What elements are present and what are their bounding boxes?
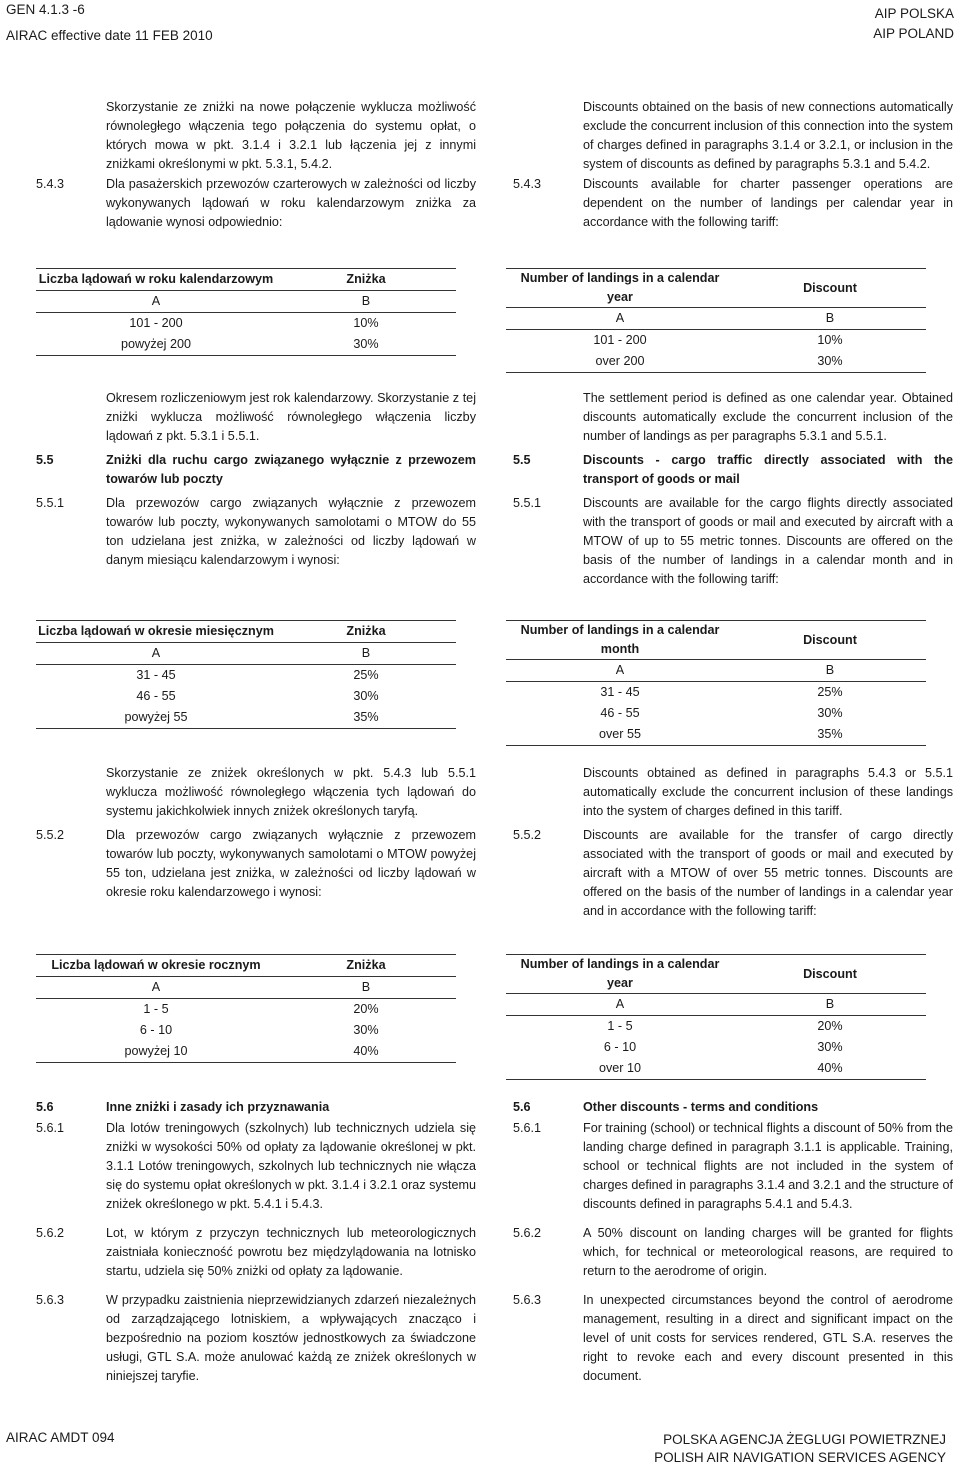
table-cell: 20%	[817, 1019, 843, 1033]
pl-number-56: 5.6	[36, 1100, 54, 1114]
column-code: B	[276, 291, 456, 313]
pl-number-551: 5.5.1	[36, 496, 65, 510]
table-cell: 10%	[817, 333, 843, 347]
table-header: Liczba lądowań w roku kalendarzowym	[36, 269, 276, 291]
column-code: B	[276, 643, 456, 665]
en-heading-56: 5.6 Other discounts - terms and conditions	[513, 1098, 953, 1117]
agency-name-en: POLISH AIR NAVIGATION SERVICES AGENCY	[654, 1450, 946, 1465]
table-cell: 6 - 10	[139, 1023, 173, 1037]
table-header: Zniżka	[276, 955, 456, 977]
table-cell: 30%	[734, 351, 926, 373]
en-number-562: 5.6.2	[513, 1226, 542, 1240]
table-cell: 30%	[817, 706, 843, 720]
table-cell: 101 - 200	[129, 316, 183, 330]
table-cell: 31 - 45	[136, 668, 176, 682]
column-code: B	[734, 660, 926, 682]
table-header: Discount	[734, 621, 926, 660]
en-settlement-paragraph: The settlement period is defined as one calendar year. Obtained discounts automatically exclude the concurrent inclusion of the number of landings as per paragraphs 5.3.1 and 5.5.1.	[583, 391, 953, 443]
pl-number-562: 5.6.2	[36, 1226, 65, 1240]
table-cell: 35%	[276, 707, 456, 729]
table-header: Number of landings in a calendar year	[506, 269, 734, 308]
table-cell: powyżej 55	[36, 707, 276, 729]
tariff-table-en-yearly	[506, 268, 926, 373]
pl-exclusion-paragraph: Skorzystanie ze zniżek określonych w pkt. 5.4.3 lub 5.5.1 wyklucza możliwość równoległego włączenia tych lądowań do systemu jakichkolwiek innych zniżek określonych taryfą.	[106, 766, 476, 818]
en-section-56	[513, 1098, 953, 1386]
pl-paragraph-561: 5.6.1 Dla lotów treningowych (szkolnych) lub technicznych udziela się zniżki w wysokości 50% od opłaty za lądowanie określonej w pkt. 3.1.1 Lotów treningowych, szkolnych lub technicznych nie włącza się do systemu opłat określonych w pkt. 3.1.4 i 3.2.1 oraz systemu zniżek określonego w pkt. 5.4.1 i 5.4.3.	[36, 1121, 476, 1211]
agency-name-pl: POLSKA AGENCJA ŻEGLUGI POWIETRZNEJ	[663, 1432, 946, 1447]
table-cell: 40%	[276, 1041, 456, 1063]
en-number-55: 5.5	[513, 453, 531, 467]
pl-intro-paragraph: Skorzystanie ze zniżki na nowe połączenie wyklucza możliwość równoległego włączenia tego połączenia do systemu opłat, o których mowa w pkt. 3.1.4 i 3.2.1 lub łączenia jej z innymi zniżkami określonymi w pkt. 5.3.1, 5.4.2.	[106, 100, 476, 171]
en-paragraph-563: 5.6.3 In unexpected circumstances beyond the control of aerodrome management, resulting in a direct and significant impact on the level of unit costs for services rendered, GTL S.A. reserves the right to revoke each and every discount presented in this document.	[513, 1293, 953, 1383]
table-cell: powyżej 200	[36, 334, 276, 356]
table-cell: 1 - 5	[607, 1019, 633, 1033]
tariff-table-en-monthly	[506, 620, 926, 746]
en-paragraph-561: 5.6.1 For training (school) or technical flights a discount of 50% from the landing charge defined in paragraph 3.1.1 is applicable. Training, school or technical flights are not included in the system of charges defined in paragraphs 3.1.4 and 3.2.1 and the structure of discounts defined in paragraphs 5.4.1 and 5.4.3.	[513, 1121, 953, 1211]
en-paragraph-543: 5.4.3 Discounts available for charter passenger operations are dependent on the number of landings per calendar year in accordance with the following tariff:	[513, 177, 953, 229]
pl-number-563: 5.6.3	[36, 1293, 65, 1307]
en-number-543: 5.4.3	[513, 177, 542, 191]
table-cell: 1 - 5	[143, 1002, 169, 1016]
pl-settlement-paragraph: Okresem rozliczeniowym jest rok kalendarzowy. Skorzystanie z tej zniżki wyklucza możliwość równoległego włączenia liczby lądowań z pkt. 5.3.1 i 5.5.1.	[106, 391, 476, 443]
airac-effective-date: AIRAC effective date 11 FEB 2010	[6, 28, 213, 43]
table-cell: over 10	[506, 1058, 734, 1080]
airac-amendment: AIRAC AMDT 094	[6, 1430, 115, 1445]
en-paragraph-552: 5.5.2 Discounts are available for the transfer of cargo directly associated with the transport of goods or mail and executed by aircraft with a MTOW of over 55 metric tonnes. Discounts are offered on the basis of the number of landings in a calendar year and in accordance with the following tariff:	[513, 828, 953, 918]
pl-paragraph-551: 5.5.1 Dla przewozów cargo związanych wyłącznie z przewozem towarów lub poczty, wykonywanych samolotami o MTOW do 55 ton udzielana jest zniżka, w zależności od liczby lądowań w danym miesiącu kalendarzowym i wynosi:	[36, 496, 476, 567]
table-header: Zniżka	[276, 621, 456, 643]
tariff-table-pl-annual	[36, 954, 456, 1063]
column-code: A	[506, 994, 734, 1016]
en-intro-paragraph: Discounts obtained on the basis of new connections automatically exclude the concurrent inclusion of this connection into the system of charges defined in paragraphs 3.1.4 or 3.2.1, or inclusion in the system of discounts as defined by paragraphs 5.3.1 and 5.4.2.	[583, 100, 953, 171]
en-heading-55: 5.5 Discounts - cargo traffic directly associated with the transport of goods or mail	[513, 453, 953, 486]
en-section-55	[513, 389, 953, 589]
table-cell: 101 - 200	[593, 333, 647, 347]
pl-number-55: 5.5	[36, 453, 54, 467]
page-reference: GEN 4.1.3 -6	[6, 2, 85, 17]
table-cell: 10%	[353, 316, 379, 330]
column-code: B	[276, 977, 456, 999]
tariff-table-pl-monthly	[36, 620, 456, 729]
column-code: A	[506, 660, 734, 682]
pl-section-56	[36, 1098, 476, 1386]
column-code: B	[734, 308, 926, 330]
table-cell: 40%	[734, 1058, 926, 1080]
table-cell: 20%	[353, 1002, 379, 1016]
table-cell: over 55	[506, 724, 734, 746]
aip-title-en: AIP POLAND	[873, 26, 954, 41]
en-number-551: 5.5.1	[513, 496, 542, 510]
table-cell: 25%	[353, 668, 379, 682]
pl-section-55	[36, 389, 476, 570]
pl-number-561: 5.6.1	[36, 1121, 65, 1135]
table-header: Discount	[734, 955, 926, 994]
table-header: Number of landings in a calendar month	[506, 621, 734, 660]
en-number-56: 5.6	[513, 1100, 531, 1114]
pl-paragraph-562: 5.6.2 Lot, w którym z przyczyn technicznych lub meteorologicznych zaistniała konieczność powrotu bez międzylądowania na lotnisko startu, udziela się 50% zniżki od opłaty za lądowanie.	[36, 1226, 476, 1278]
table-cell: 35%	[734, 724, 926, 746]
table-header: Liczba lądowań w okresie rocznym	[36, 955, 276, 977]
en-paragraph-551: 5.5.1 Discounts are available for the cargo flights directly associated with the transport of goods or mail and executed by aircraft with a MTOW of up to 55 metric tonnes. Discounts are offered on the basis of the number of landings in a calendar month and in accordance with the following tariff:	[513, 496, 953, 586]
aip-title-pl: AIP POLSKA	[874, 6, 954, 21]
tariff-table-pl-yearly	[36, 268, 456, 356]
pl-heading-56: 5.6 Inne zniżki i zasady ich przyznawania	[36, 1098, 476, 1117]
column-code: B	[734, 994, 926, 1016]
table-header: Liczba lądowań w okresie miesięcznym	[36, 621, 276, 643]
en-section-543	[513, 98, 953, 232]
table-cell: over 200	[506, 351, 734, 373]
pl-heading-55: 5.5 Zniżki dla ruchu cargo związanego wyłącznie z przewozem towarów lub poczty	[36, 453, 476, 486]
en-number-561: 5.6.1	[513, 1121, 542, 1135]
pl-paragraph-552: 5.5.2 Dla przewozów cargo związanych wyłącznie z przewozem towarów lub poczty, wykonywanych samolotami o MTOW powyżej 55 ton, udzielana jest zniżka, w zależności od liczby lądowań w okresie roku kalendarzowego i wynosi:	[36, 828, 476, 899]
table-header: Discount	[734, 269, 926, 308]
table-cell: 25%	[817, 685, 843, 699]
pl-section-552	[36, 764, 476, 902]
column-code: A	[36, 977, 276, 999]
en-section-552	[513, 764, 953, 921]
pl-number-543: 5.4.3	[36, 177, 65, 191]
table-cell: 30%	[817, 1040, 843, 1054]
column-code: A	[36, 643, 276, 665]
table-cell: 30%	[353, 1023, 379, 1037]
en-paragraph-562: 5.6.2 A 50% discount on landing charges will be granted for flights which, for technical or meteorological reasons, are required to return to the aerodrome of origin.	[513, 1226, 953, 1278]
pl-paragraph-543: 5.4.3 Dla pasażerskich przewozów czarterowych w zależności od liczby wykonywanych lądowań w roku kalendarzowym zniżka za lądowanie wynosi odpowiednio:	[36, 177, 476, 229]
en-number-552: 5.5.2	[513, 828, 542, 842]
table-header: Number of landings in a calendar year	[506, 955, 734, 994]
en-exclusion-paragraph: Discounts obtained as defined in paragraphs 5.4.3 or 5.5.1 automatically exclude the concurrent inclusion of these landings into the system of charges defined in this tariff.	[583, 766, 953, 818]
tariff-table-en-annual	[506, 954, 926, 1080]
table-header: Zniżka	[276, 269, 456, 291]
pl-number-552: 5.5.2	[36, 828, 65, 842]
table-cell: 30%	[353, 689, 379, 703]
column-code: A	[506, 308, 734, 330]
pl-section-543	[36, 98, 476, 232]
table-cell: 46 - 55	[136, 689, 176, 703]
en-number-563: 5.6.3	[513, 1293, 542, 1307]
table-cell: 6 - 10	[603, 1040, 637, 1054]
table-cell: 46 - 55	[600, 706, 640, 720]
pl-paragraph-563: 5.6.3 W przypadku zaistnienia nieprzewidzianych zdarzeń niezależnych od zarządzającego lotniskiem, a wpływających znacząco i bezpośrednio na poziom kosztów jednostkowych za świadczone usługi, GTL S.A. może anulować każdą ze zniżek określonych w niniejszej taryfie.	[36, 1293, 476, 1383]
table-cell: powyżej 10	[36, 1041, 276, 1063]
column-code: A	[36, 291, 276, 313]
table-cell: 30%	[276, 334, 456, 356]
table-cell: 31 - 45	[600, 685, 640, 699]
